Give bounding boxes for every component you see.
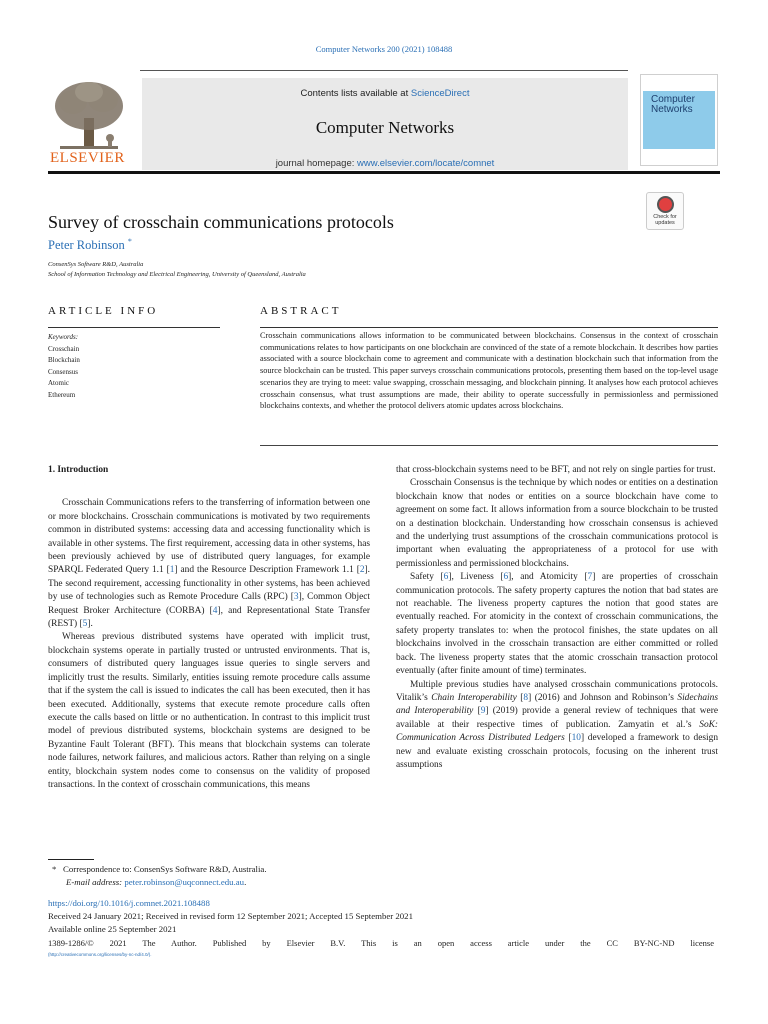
- keyword: Blockchain: [48, 356, 80, 364]
- check-for-updates-badge[interactable]: [646, 192, 684, 230]
- article-info-heading: ARTICLE INFO: [48, 305, 159, 317]
- keyword: Crosschain: [48, 344, 80, 353]
- masthead-panel: [142, 78, 628, 170]
- contents-prefix: Contents lists available at: [300, 88, 411, 99]
- section-heading-introduction: 1. Introduction: [48, 465, 109, 475]
- abstract-heading: ABSTRACT: [260, 305, 342, 317]
- abstract-rule-bottom: [260, 445, 718, 446]
- paragraph: Whereas previous distributed systems have operated with implicit trust, blockchain systems operate in partially trusted or untrusted environments. That is, consumers of distributed query languages issue queries to single servers and implicitly trust the results. Similarly, entities issuing remote procedure calls assume that if the system the call is issued to indicates the call has been executed, then it has been executed. Additionally, systems that execute remote procedure calls often execute the calls based on little or no authentication. In contrast to this implicit trust model of previous distributed systems, blockchain systems are designed to be Byzantine Fault Tolerant (BFT). This means that blockchain systems can tolerate node failures, network failures, and malicious actors. Rather than relying on a single entity, blockchain system nodes come to consensus on the validity of proposed transactions. In the context of crosschain communications, this means: [48, 632, 370, 790]
- affiliation-1: ConsenSys Software R&D, Australia: [48, 261, 144, 268]
- received-dates: Received 24 January 2021; Received in revised form 12 September 2021; Accepted 15 September 2021: [48, 911, 413, 921]
- citation-link[interactable]: 6: [443, 572, 449, 583]
- body-column-left: [48, 464, 370, 792]
- abstract-rule-top: [260, 327, 718, 328]
- available-online: Available online 25 September 2021: [48, 924, 177, 934]
- citation-link[interactable]: 2: [359, 565, 365, 576]
- paragraph: Safety [6], Liveness [6], and Atomicity [7] are properties of crosschain communication protocols. The safety property captures the notion that bad states are not reachable. The liveness property captures the notion that good states are eventually reached. For atomicity in the context of crosschain communications, the safety property translates to: when the protocol finishes, the state updates on all blockchains involved in the crosschain transaction are either committed or rolled back. The liveness property states that the atomic crosschain transaction protocol eventually (after finite amount of time) terminates.: [396, 572, 718, 677]
- contents-available-line: [142, 88, 628, 99]
- footnote-correspondence: * Correspondence to: ConsenSys Software R&D, Australia.: [52, 864, 267, 874]
- keyword: Ethereum: [48, 390, 76, 399]
- license-url-link[interactable]: (http://creativecommons.org/licenses/by-nc-nd/4.0/).: [48, 952, 152, 957]
- affiliation-2: School of Information Technology and Electrical Engineering, University of Queensland, Australia: [48, 271, 306, 278]
- author-name[interactable]: [48, 237, 132, 253]
- doi-link[interactable]: https://doi.org/10.1016/j.comnet.2021.108488: [48, 898, 210, 908]
- keywords-list: [48, 332, 80, 401]
- author-name-text: Peter Robinson: [48, 238, 125, 253]
- journal-cover-thumbnail[interactable]: [640, 74, 718, 166]
- body-column-right: [396, 464, 718, 772]
- citation-link[interactable]: 10: [571, 733, 581, 744]
- citation-link[interactable]: 9: [480, 706, 486, 717]
- citation-link[interactable]: 6: [503, 572, 509, 583]
- masthead-bottom-rule: [48, 171, 720, 174]
- keyword: Atomic: [48, 379, 69, 387]
- paragraph: that cross-blockchain systems need to be BFT, and not rely on single parties for trust.: [396, 465, 716, 475]
- journal-homepage-link[interactable]: www.elsevier.com/locate/comnet: [357, 158, 495, 169]
- keyword: Consensus: [48, 367, 78, 376]
- crossmark-label: Check for updates: [653, 214, 677, 226]
- license-statement: 1389-1286/© 2021 The Author. Published by Elsevier B.V. This is an open access article under the CC BY-NC-ND license: [48, 938, 714, 948]
- masthead-top-rule: [140, 70, 628, 71]
- paragraph: Multiple previous studies have analysed crosschain communications protocols. Vitalik’s Chain Interoperability [8] (2016) and Johnson and Robinson’s Sidechains and Interoperability [9] (2019) provide a general review of techniques that were available at their respective times of publication. Zamyatin et al.’s SoK: Communication Across Distributed Ledgers [10] developed a framework to design new and evaluate existing crosschain protocols, focusing on the inherent trust assumptions: [396, 679, 719, 770]
- citation-link[interactable]: 8: [523, 692, 529, 703]
- citation-link[interactable]: 5: [82, 619, 88, 630]
- citation-link[interactable]: 1: [169, 565, 175, 576]
- abstract-text: Crosschain communications allows information to be communicated between blockchains. Consensus in the context of crosschain communications relates to how participants on one blockchain are convinced of the state of a remote blockchain. It describes how parties associated with a source blockchain come to agreement and communicate with a destination blockchain such that information from the source blockchain can be trusted. This paper surveys crosschain communications protocols, presenting them based on the top-level usage scenarios they are trying to meet: value swapping, crosschain messaging, and blockchain pinning. It analyses how each protocol achieves crosschain consensus, what trust assumptions are made, their ability to operate successfully in permissionless and permissioned blockchains contexts, and whether the protocol delivers atomic updates across blockchains.: [260, 331, 718, 411]
- author-footnote-mark[interactable]: *: [127, 237, 132, 246]
- citation-link[interactable]: 3: [293, 592, 299, 603]
- journal-masthead: [48, 70, 720, 170]
- cover-title: Computer Networks: [651, 94, 695, 115]
- footnote-rule: [48, 859, 94, 860]
- journal-title: Computer Networks: [315, 118, 455, 137]
- article-info-rule: [48, 327, 220, 328]
- sciencedirect-link[interactable]: ScienceDirect: [410, 88, 470, 99]
- footnote-mark: *: [52, 864, 57, 874]
- homepage-prefix: journal homepage:: [275, 158, 358, 169]
- paragraph: Crosschain Consensus is the technique by which nodes or entities on a destination blockchain know that nodes or entities on a source blockchain have come to agreement on some fact. It allows information from a source blockchain to be trusted on a destination blockchain. Understanding how crosschain consensus is achieved and the underlying trust assumptions of the crosschain communications protocol is important when evaluating the appropriateness of a protocol for use with permissionless and permissioned blockchains.: [396, 478, 718, 569]
- citation-link[interactable]: 4: [212, 605, 218, 616]
- journal-homepage-line: [142, 158, 628, 169]
- paragraph: Crosschain Communications refers to the transferring of information between one or more blockchains. Crosschain communications is motivated by two requirements common in distributed systems: accessing data and accessing functionality which is available in other systems. The first requirement, accessing data in other systems, has been previously achieved by use of distributed query languages, for example SPARQL Federated Query 1.1 [1] and the Resource Description Framework 1.1 [2]. The second requirement, accessing functionality in other systems, has been achieved by use of technologies such as Remote Procedure Calls (RPC) [3], Common Object Request Broker Architecture (CORBA) [4], and Representational State Transfer (REST) [5].: [48, 498, 371, 630]
- citation-link[interactable]: 7: [587, 572, 593, 583]
- article-title: Survey of crosschain communications protocols: [48, 212, 394, 232]
- keywords-label: Keywords:: [48, 333, 79, 341]
- footnote-email: E-mail address: peter.robinson@uqconnect.edu.au.: [66, 877, 247, 887]
- crossmark-icon: [657, 196, 674, 213]
- author-email-link[interactable]: peter.robinson@uqconnect.edu.au: [124, 877, 245, 887]
- journal-citation[interactable]: Computer Networks 200 (2021) 108488: [315, 44, 453, 54]
- elsevier-wordmark: ELSEVIER: [50, 150, 125, 166]
